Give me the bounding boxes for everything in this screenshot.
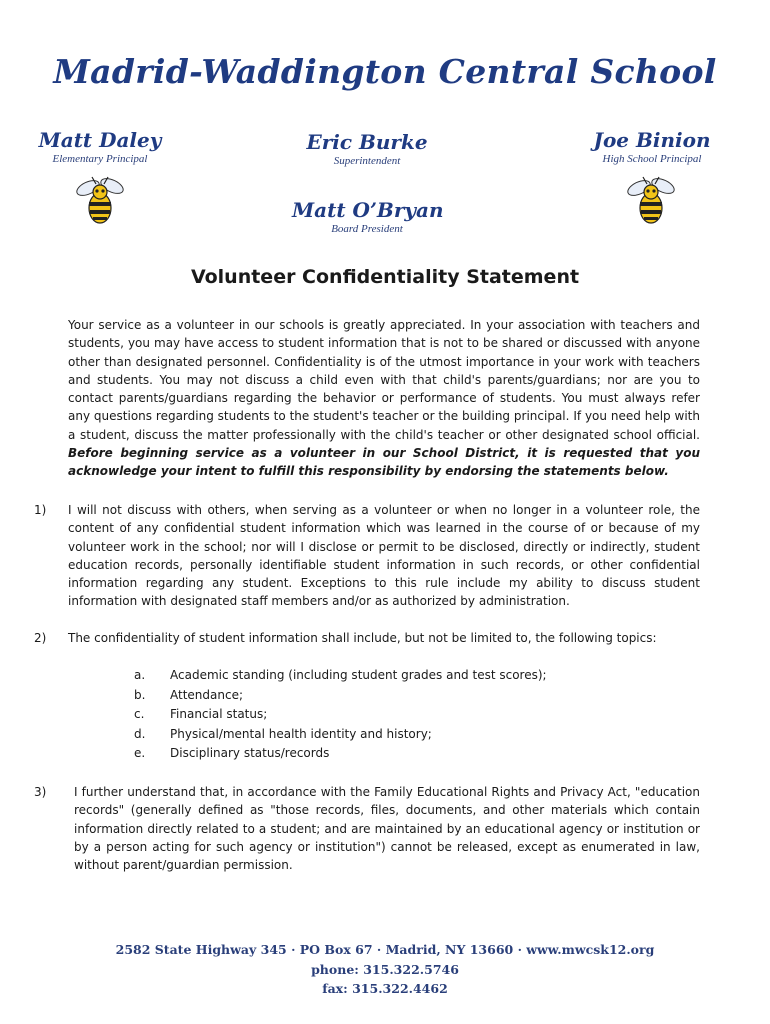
item-text: The confidentiality of student information shall include, but not be limited to, the following topics: — [68, 631, 657, 645]
item-number: 3) — [34, 785, 47, 799]
list-item-text: Physical/mental health identity and history; — [170, 726, 432, 741]
list-item-letter: b. — [134, 687, 146, 702]
list-item-letter: c. — [134, 707, 145, 722]
person-title: Superintendent — [333, 155, 401, 167]
yellow-jacket-bee-icon — [625, 174, 677, 226]
footer-contact — [0, 940, 770, 999]
person-name: Matt O’Bryan — [292, 198, 444, 222]
person-title: Board President — [331, 223, 403, 235]
footer-fax: fax: 315.322.4462 — [322, 981, 448, 996]
person-title: Elementary Principal — [52, 153, 148, 165]
list-item-text: Attendance; — [170, 687, 243, 702]
footer-phone: phone: 315.322.5746 — [311, 961, 459, 977]
item-number: 2) — [34, 631, 47, 645]
statement-item-3 — [34, 783, 700, 874]
item-text: I further understand that, in accordance with the Family Educational Rights and Privacy Act, "education records" (generally defined as "those records, files, documents, and other materials which contain information directly related to a student; and are maintained by an educational agency or institution or by a person acting for such agency or institution") cannot be released, except as enumerated in law, without parent/guardian permission. — [74, 785, 700, 873]
intro-emphasis: Before beginning service as a volunteer in our School District, it is requested that you acknowledge your intent to fulfill this responsibility by endorsing the statements below — [68, 446, 700, 479]
list-item-letter: a. — [134, 668, 146, 682]
person-title: High School Principal — [602, 153, 702, 165]
school-name: Madrid-Waddington Central School — [53, 52, 717, 91]
document-title: Volunteer Confidentiality Statement — [190, 266, 580, 288]
yellow-jacket-bee-icon — [74, 174, 126, 226]
item-text: I will not discuss with others, when serving as a volunteer or when no longer in a volunteer role, the content of any confidential student information which was learned in the course of or because of my volunteer work in the school; nor will I disclose or permit to be disclosed, directly or indirectly, student education records, personally identifiable student information in such records, or other confidential information regarding any student. Exceptions to this rule include my ability to discuss student information with designated staff members and/or as authorized by administration. — [68, 503, 700, 609]
list-item-letter: d. — [134, 726, 146, 741]
high-school-principal-block — [590, 128, 714, 165]
intro-paragraph — [68, 316, 700, 481]
person-name: Eric Burke — [306, 130, 428, 154]
intro-end: . — [664, 464, 669, 479]
list-item-text: Disciplinary status/records — [170, 746, 330, 761]
footer-address: 2582 State Highway 345 · PO Box 67 · Madrid, NY 13660 · www.mwcsk12.org — [115, 942, 655, 957]
superintendent-block — [300, 130, 434, 167]
intro-text: Your service as a volunteer in our schools is greatly appreciated. In your association with teachers and students, you may have access to student information that is not to be shared or discussed with anyone other than designated personnel. Confidentiality is of the utmost importance in your work with teachers and students. You may not discuss a child even with that child's parents/guardians; nor are you to contact parents/guardians regarding the behavior or performance of students. You must always refer any questions regarding students to the student's teacher or the building principal. If you need help with a student, discuss the matter professionally with the child's teacher or other designated school official. — [68, 318, 700, 442]
statement-item-1 — [34, 501, 700, 611]
elementary-principal-block — [38, 128, 162, 165]
item-number: 1) — [34, 503, 47, 517]
statement-item-2 — [34, 629, 700, 647]
list-item-text: Academic standing (including student grades and test scores); — [170, 668, 547, 682]
person-name: Matt Daley — [38, 128, 162, 152]
person-name: Joe Binion — [593, 128, 711, 152]
list-item-text: Financial status; — [170, 707, 268, 722]
list-item-letter: e. — [134, 746, 146, 761]
board-president-block — [292, 198, 442, 235]
